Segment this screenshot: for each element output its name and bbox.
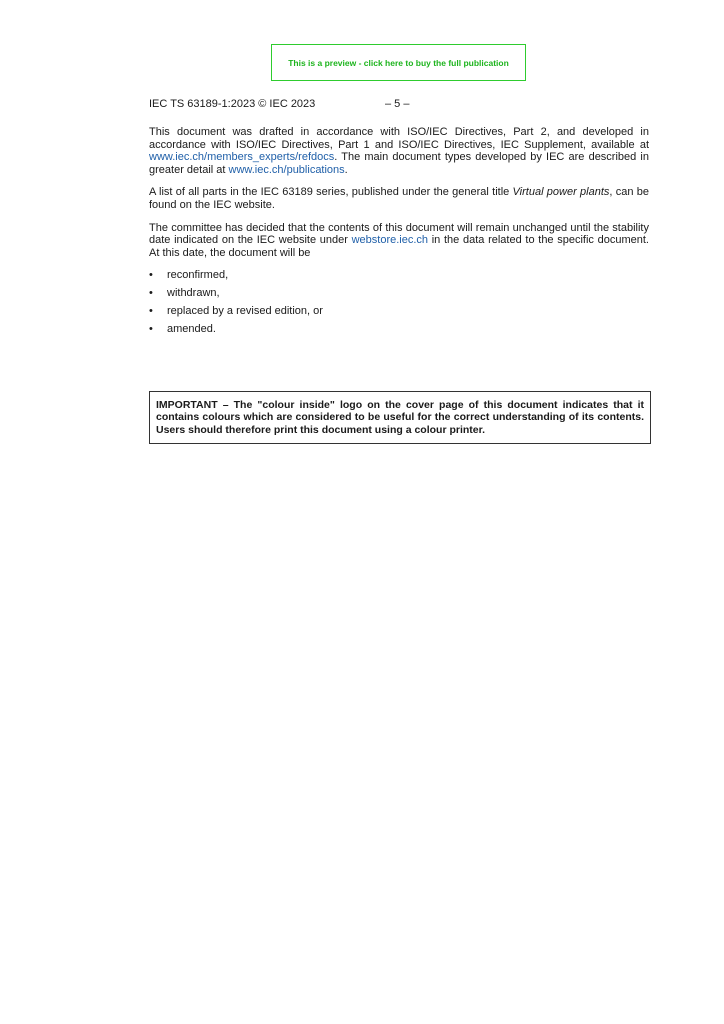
list-item bbox=[149, 323, 649, 336]
bullet-icon: • bbox=[149, 287, 153, 300]
drafting-paragraph bbox=[149, 126, 649, 176]
list-item bbox=[149, 287, 649, 300]
publications-link[interactable]: www.iec.ch/publications bbox=[228, 163, 345, 176]
series-paragraph bbox=[149, 186, 649, 211]
list-item-text: withdrawn, bbox=[167, 287, 220, 300]
document-reference: IEC TS 63189-1:2023 © IEC 2023 bbox=[149, 98, 316, 110]
list-item-text: amended. bbox=[167, 323, 216, 336]
stability-text-b: in the data related to the specific document. At this date, the document will be bbox=[149, 234, 649, 259]
bullet-icon: • bbox=[149, 305, 153, 318]
preview-purchase-link[interactable]: This is a preview - click here to buy the full publication bbox=[271, 44, 526, 81]
series-text-b: , can be found on the IEC website. bbox=[149, 186, 649, 211]
refdocs-link[interactable]: www.iec.ch/members_experts/refdocs bbox=[149, 151, 335, 164]
webstore-link[interactable]: webstore.iec.ch bbox=[351, 234, 429, 247]
series-title: Virtual power plants bbox=[512, 186, 610, 199]
list-item bbox=[149, 269, 649, 282]
stability-paragraph bbox=[149, 222, 649, 260]
important-notice: IMPORTANT – The "colour inside" logo on the cover page of this document indicates that it contains colours which are considered to be useful for the correct understanding of its contents. Users should therefore print this document using a colour printer. bbox=[149, 391, 651, 444]
list-item bbox=[149, 305, 649, 318]
stability-text-a: The committee has decided that the contents of this document will remain unchanged until the stability date indicated on the IEC website under bbox=[149, 221, 649, 247]
outcome-list bbox=[149, 269, 649, 336]
page-number: – 5 – bbox=[385, 98, 410, 110]
bullet-icon: • bbox=[149, 269, 153, 282]
drafting-text-a: This document was drafted in accordance with ISO/IEC Directives, Part 2, and developed in accordance with ISO/IEC Directives, Part 1 and ISO/IEC Directives, IEC Supplement, available at bbox=[149, 126, 649, 151]
list-item-text: reconfirmed, bbox=[167, 269, 229, 282]
series-text-a: A list of all parts in the IEC 63189 series, published under the general title bbox=[149, 186, 513, 199]
bullet-icon: • bbox=[149, 323, 153, 336]
drafting-text-c: . bbox=[344, 163, 348, 176]
drafting-text-b: . The main document types developed by IEC are described in greater detail at bbox=[149, 151, 649, 176]
document-body bbox=[149, 126, 649, 341]
list-item-text: replaced by a revised edition, or bbox=[167, 305, 323, 318]
